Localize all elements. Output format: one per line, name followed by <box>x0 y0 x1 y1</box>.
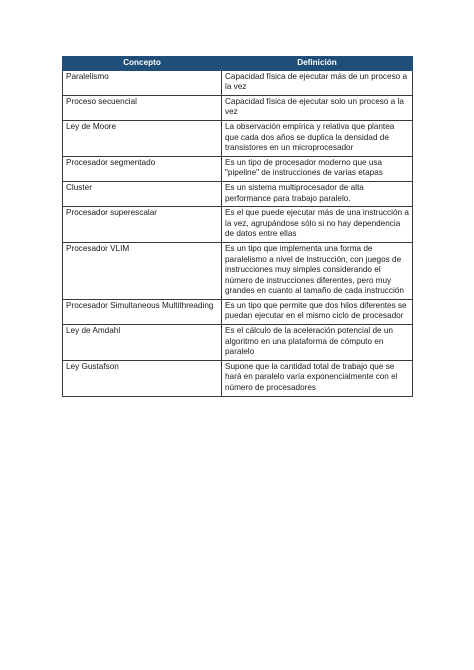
table-row <box>63 299 413 324</box>
concept-cell: Paralelismo <box>63 70 222 95</box>
header-concepto: Concepto <box>63 57 222 71</box>
definition-cell: Es un tipo que implementa una forma de paralelismo a nivel de instrucción, con juegos de instrucciones muy simples considerando el número de instrucciones diferentes, pero muy grandes en cuanto al tamaño de cada instrucción <box>222 242 413 299</box>
table-row <box>63 207 413 243</box>
definition-cell: Capacidad física de ejecutar solo un proceso a la vez <box>222 95 413 120</box>
table-row <box>63 120 413 156</box>
concept-cell: Procesador Simultaneous Multithreading <box>63 299 222 324</box>
definition-cell: Es el cálculo de la aceleración potencial de un algoritmo en una plataforma de cómputo en paralelo <box>222 325 413 361</box>
concept-cell: Ley de Moore <box>63 120 222 156</box>
header-definicion: Definición <box>222 57 413 71</box>
definition-cell: Es un tipo que permite que dos hilos diferentes se puedan ejecutar en el mismo ciclo de procesador <box>222 299 413 324</box>
concept-cell: Ley de Amdahl <box>63 325 222 361</box>
definition-cell: Es el que puede ejecutar más de una instrucción a la vez, agrupándose sólo si no hay dependencia de datos entre ellas <box>222 207 413 243</box>
concept-cell: Procesador segmentado <box>63 156 222 181</box>
concept-cell: Procesador VLIM <box>63 242 222 299</box>
concept-cell: Ley Gustafson <box>63 360 222 396</box>
table-row <box>63 181 413 206</box>
table-row <box>63 242 413 299</box>
table-header-row <box>63 57 413 71</box>
concept-cell: Proceso secuencial <box>63 95 222 120</box>
definition-cell: Capacidad física de ejecutar más de un proceso a la vez <box>222 70 413 95</box>
table-row <box>63 360 413 396</box>
table-row <box>63 156 413 181</box>
definition-cell: Es un tipo de procesador moderno que usa "pipeline" de instrucciones de varias etapas <box>222 156 413 181</box>
definition-cell: La observación empírica y relativa que plantea que cada dos años se duplica la densidad de transistores en un microprocesador <box>222 120 413 156</box>
definition-cell: Supone que la cantidad total de trabajo que se hará en paralelo varía exponencialmente con el número de procesadores <box>222 360 413 396</box>
table-row <box>63 95 413 120</box>
glossary-table <box>62 56 413 397</box>
table-row <box>63 325 413 361</box>
concept-cell: Cluster <box>63 181 222 206</box>
concept-cell: Procesador superescalar <box>63 207 222 243</box>
definition-cell: Es un sistema multiprocesador de alta performance para trabajo paralelo. <box>222 181 413 206</box>
table-row <box>63 70 413 95</box>
